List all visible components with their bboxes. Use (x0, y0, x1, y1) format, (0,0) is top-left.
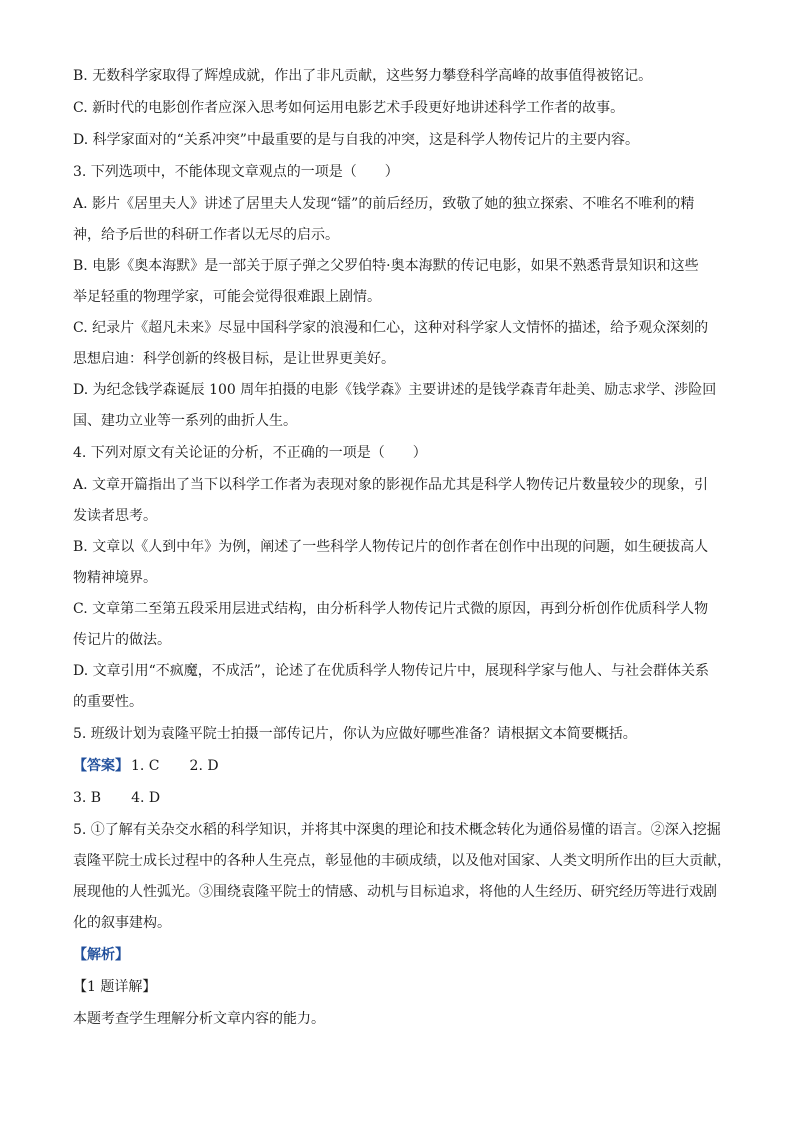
answer-5-line4: 化的叙事建构。 (73, 915, 171, 931)
analysis-sub-heading-1: 【1 题详解】 (73, 979, 157, 995)
answer-5-line1: 5. ①了解有关杂交水稻的科学知识，并将其中深奥的理论和技术概念转化为通俗易懂的语言。②深入挖掘 (73, 822, 721, 838)
answer-row-1 (73, 756, 733, 776)
q3-option-b-line2: 举足轻重的物理学家，可能会觉得很难跟上剧情。 (73, 289, 381, 305)
q3-option-a-line2: 神，给予后世的科研工作者以无尽的启示。 (73, 227, 339, 243)
q2-option-b: B. 无数科学家取得了辉煌成就，作出了非凡贡献，这些努力攀登科学高峰的故事值得被铭记。 (73, 68, 653, 84)
q3-option-b-line1: B. 电影《奥本海默》是一部关于原子弹之父罗伯特·奥本海默的传记电影，如果不熟悉背景知识和这些 (73, 258, 699, 274)
q3-option-c-line2: 思想启迪：科学创新的终极目标，是让世界更美好。 (73, 351, 395, 367)
answer-2: 2. D (189, 758, 219, 774)
q3-option-d-line1: D. 为纪念钱学森诞辰 100 周年拍摄的电影《钱学森》主要讲述的是钱学森青年赴美、励志求学、涉险回 (73, 382, 717, 398)
answer-5-line2: 袁隆平院士成长过程中的各种人生亮点，彰显他的丰硕成绩，以及他对国家、人类文明所作出的巨大贡献， (73, 853, 731, 869)
answer-1: 1. C (131, 758, 160, 774)
q3-option-d-line2: 国、建功立业等一系列的曲折人生。 (73, 413, 297, 429)
q4-option-b-line2: 物精神境界。 (73, 570, 157, 586)
q4-stem: 4. 下列对原文有关论证的分析，不正确的一项是（ ） (73, 445, 427, 461)
q3-option-c-line1: C. 纪录片《超凡未来》尽显中国科学家的浪漫和仁心，这种对科学家人文情怀的描述，给予观众深刻的 (73, 320, 709, 336)
q4-option-c-line1: C. 文章第二至第五段采用层进式结构，由分析科学人物传记片式微的原因，再到分析创作优质科学人物 (73, 601, 709, 617)
q3-stem: 3. 下列选项中，不能体现文章观点的一项是（ ） (73, 164, 399, 180)
answer-3: 3. B (73, 790, 102, 806)
answer-5-line3: 展现他的人性弧光。③围绕袁隆平院士的情感、动机与目标追求，将他的人生经历、研究经历等进行戏剧 (73, 884, 717, 900)
q3-option-a-line1: A. 影片《居里夫人》讲述了居里夫人发现“镭”的前后经历，致敬了她的独立探索、不唯名不唯利的精 (73, 196, 695, 212)
q4-option-d-line2: 的重要性。 (73, 694, 143, 710)
analysis-label: 【解析】 (73, 947, 129, 963)
q2-option-c: C. 新时代的电影创作者应深入思考如何运用电影艺术手段更好地讲述科学工作者的故事。 (73, 100, 625, 116)
q2-option-d: D. 科学家面对的“关系冲突”中最重要的是与自我的冲突，这是科学人物传记片的主要内容。 (73, 132, 639, 148)
q4-option-d-line1: D. 文章引用“不疯魔，不成活”，论述了在优质科学人物传记片中，展现科学家与他人、与社会群体关系 (73, 663, 709, 679)
q4-option-a-line2: 发读者思考。 (73, 508, 157, 524)
q4-option-c-line2: 传记片的做法。 (73, 632, 171, 648)
answer-label: 【答案】 (73, 758, 129, 774)
q4-option-a-line1: A. 文章开篇指出了当下以科学工作者为表现对象的影视作品尤其是科学人物传记片数量较少的现象，引 (73, 477, 709, 493)
answer-4: 4. D (131, 790, 161, 806)
analysis-text-1: 本题考查学生理解分析文章内容的能力。 (73, 1011, 325, 1027)
q5-stem: 5. 班级计划为袁隆平院士拍摄一部传记片，你认为应做好哪些准备？请根据文本简要概括。 (73, 726, 637, 742)
q4-option-b-line1: B. 文章以《人到中年》为例，阐述了一些科学人物传记片的创作者在创作中出现的问题，如生硬拔高人 (73, 539, 709, 555)
answer-row-2 (73, 788, 733, 808)
